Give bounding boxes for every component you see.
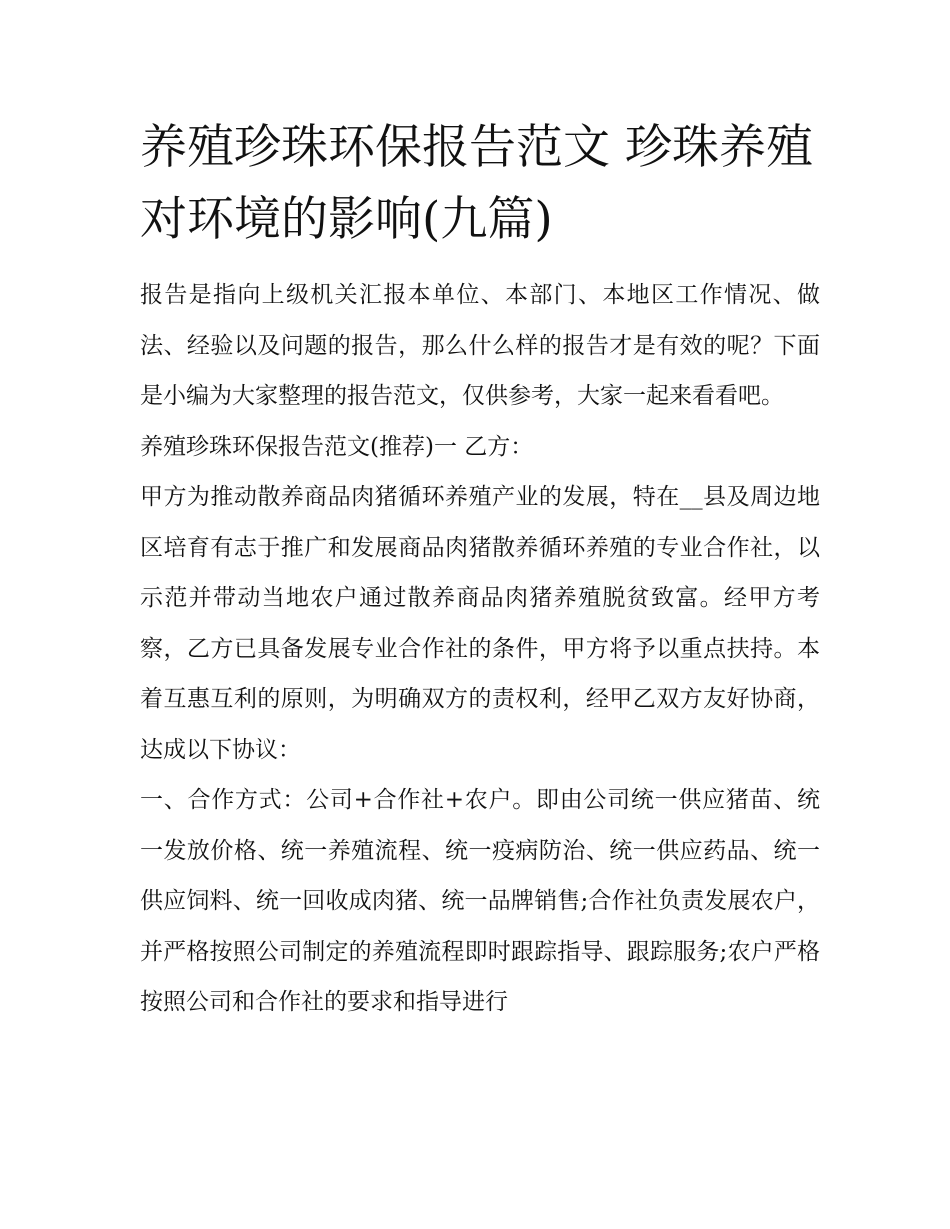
body-paragraph-cooperation: 一、合作方式：公司+合作社+农户。即由公司统一供应猪苗、统一发放价格、统一养殖流程、统一疫病防治、统一供应药品、统一供应饲料、统一回收成肉猪、统一品牌销售;合作社负责发展农户，并严格按照公司制定的养殖流程即时跟踪指导、跟踪服务;农户严格按照公司和合作社的要求和指导进行 [140, 787, 820, 1015]
document-page [140, 112, 820, 1028]
section-heading: 养殖珍珠环保报告范文(推荐)一 乙方： [140, 433, 534, 460]
body-paragraph: 甲方为推动散养商品肉猪循环养殖产业的发展，特在__县及周边地区培育有志于推广和发展商品肉猪散养循环养殖的专业合作社，以示范并带动当地农户通过散养商品肉猪养殖脱贫致富。经甲方考察，乙方已具备发展专业合作社的条件，甲方将予以重点扶持。本着互惠互利的原则，为明确双方的责权利，经甲乙双方友好协商，达成以下协议： [140, 484, 820, 763]
intro-paragraph: 报告是指向上级机关汇报本单位、本部门、本地区工作情况、做法、经验以及问题的报告，那么什么样的报告才是有效的呢？下面是小编为大家整理的报告范文，仅供参考，大家一起来看看吧。 [140, 282, 820, 409]
document-title: 养殖珍珠环保报告范文 珍珠养殖对环境的影响(九篇) [140, 120, 813, 247]
